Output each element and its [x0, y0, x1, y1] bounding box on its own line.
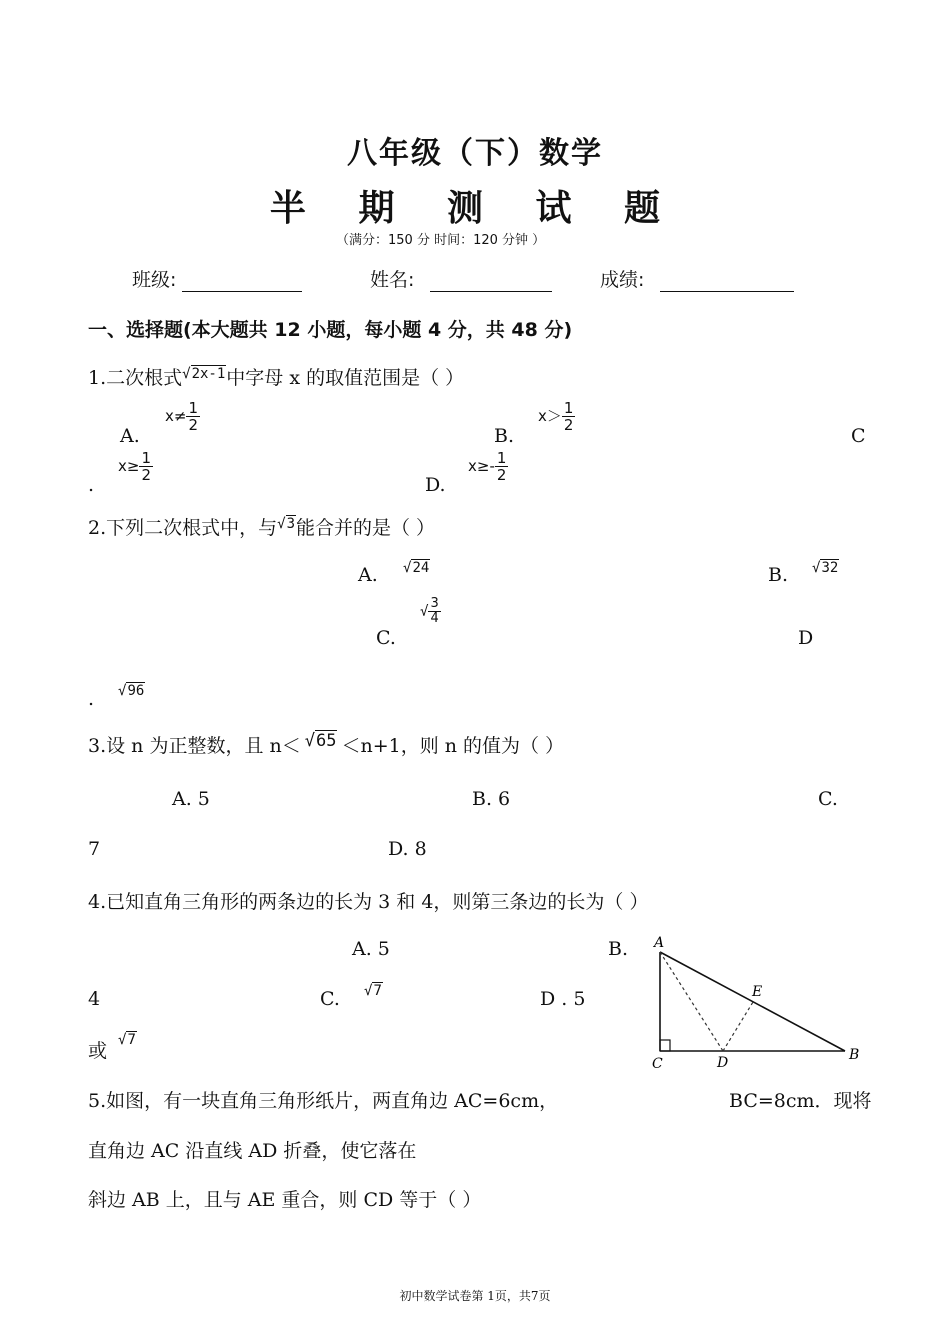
- q3-option-d: D. 8: [388, 838, 427, 860]
- q4-option-b-label: B.: [608, 938, 629, 960]
- fraction: $\frac{1}{2}$: [496, 449, 507, 484]
- q2-stem-b: 能合并的是（ ）: [296, 517, 436, 539]
- q3-option-a: A. 5: [172, 788, 210, 810]
- q1-option-a-expr: x≠ $\frac{1}{2}$: [165, 399, 198, 434]
- class-blank[interactable]: [182, 269, 302, 292]
- score-label: 成绩:: [600, 269, 645, 291]
- exam-meta: （满分：150 分 时间：120 分钟 ）: [336, 233, 546, 248]
- page-subtitle: 半 期 测 试 题: [269, 187, 681, 229]
- q4-option-c-expr: √7: [364, 983, 382, 999]
- q1-option-d-label: D.: [425, 474, 446, 496]
- q1-stem-b: 中字母 x 的取值范围是（ ）: [226, 367, 465, 389]
- q2-option-d-expr: √96: [118, 683, 145, 699]
- score-field: [600, 265, 794, 292]
- q4-option-d-cont: 或: [88, 1040, 108, 1062]
- q1-option-d-expr: x≥- $\frac{1}{2}$: [468, 449, 507, 484]
- q3-stem-a: 3.设 n 为正整数，且 n＜: [88, 735, 301, 757]
- q1-option-b-label: B.: [494, 425, 515, 447]
- fold-line-ad: [660, 952, 723, 1051]
- score-blank[interactable]: [660, 269, 794, 292]
- q2-radical: √3: [277, 516, 296, 532]
- q4-option-b-value: 4: [88, 988, 101, 1010]
- class-label: 班级:: [132, 269, 177, 291]
- q4-option-d-expr: √7: [118, 1032, 136, 1048]
- q2-option-a-label: A.: [358, 564, 378, 586]
- question-5-line1: 5.如图，有一块直角三角形纸片，两直角边 AC=6cm，: [88, 1090, 559, 1112]
- name-blank[interactable]: [430, 269, 552, 292]
- name-label: 姓名:: [370, 269, 415, 291]
- page-title: 八年级（下）数学: [347, 136, 603, 171]
- q4-option-a: A. 5: [352, 938, 390, 960]
- q2-option-a-expr: √24: [403, 560, 430, 576]
- fraction: $\frac{1}{2}$: [141, 449, 151, 484]
- q3-stem-b: ＜n+1，则 n 的值为（ ）: [341, 735, 565, 757]
- question-1-stem: [88, 363, 464, 390]
- page-footer: 初中数学试卷第 1页，共7页: [399, 1289, 551, 1303]
- q3-option-c-label: C.: [818, 788, 838, 810]
- q2-stem-a: 2.下列二次根式中，与: [88, 517, 278, 539]
- point-c-label: C: [652, 1056, 663, 1072]
- question-4-stem: 4.已知直角三角形的两条边的长为 3 和 4，则第三条边的长为（ ）: [88, 891, 649, 913]
- q1-option-c-expr: x≥ $\frac{1}{2}$: [118, 449, 151, 484]
- point-a-label: A: [654, 935, 665, 951]
- fraction: $\frac{1}{2}$: [188, 399, 198, 434]
- q3-option-b: B. 6: [472, 788, 511, 810]
- q1-option-b-expr: x＞ $\frac{1}{2}$: [538, 399, 574, 434]
- question-5-line1-right: BC=8cm．现将: [729, 1090, 872, 1112]
- q1-stem-a: 1.二次根式: [88, 367, 183, 389]
- q1-option-c-label: C: [851, 425, 866, 447]
- point-b-label: B: [849, 1047, 860, 1063]
- name-field: [370, 265, 552, 292]
- q2-option-c-expr: √ $\frac{3}{4}$: [420, 596, 439, 626]
- triangle-figure: [640, 930, 870, 1075]
- q2-option-b-label: B.: [768, 564, 789, 586]
- fraction: $\frac{1}{2}$: [563, 399, 574, 434]
- question-2-stem: [88, 513, 435, 540]
- q2-option-d-label: D: [798, 627, 814, 649]
- q4-option-c-label: C.: [320, 988, 340, 1010]
- q2-option-d-cont: .: [88, 688, 95, 710]
- q4-option-d-label: D . 5: [540, 988, 586, 1010]
- class-field: [132, 265, 302, 292]
- q2-option-c-label: C.: [376, 627, 396, 649]
- q3-radical: √65: [304, 731, 337, 751]
- q3-option-c-value: 7: [88, 838, 101, 860]
- right-angle-mark: [660, 1040, 670, 1051]
- q1-radical: √2x-1: [182, 366, 226, 382]
- question-5-line2: 直角边 AC 沿直线 AD 折叠，使它落在: [88, 1140, 417, 1162]
- point-d-label: D: [717, 1055, 729, 1071]
- q2-option-b-expr: √32: [812, 560, 839, 576]
- question-3-stem: [88, 731, 564, 758]
- point-e-label: E: [752, 984, 763, 1000]
- q1-option-c-cont: .: [88, 474, 95, 496]
- side-ab: [660, 952, 845, 1051]
- question-5-line3: 斜边 AB 上，且与 AE 重合，则 CD 等于（ ）: [88, 1189, 482, 1211]
- section-title: 一、选择题(本大题共 12 小题，每小题 4 分，共 48 分): [88, 319, 573, 341]
- q1-option-a-label: A.: [120, 425, 140, 447]
- segment-de: [723, 1002, 753, 1051]
